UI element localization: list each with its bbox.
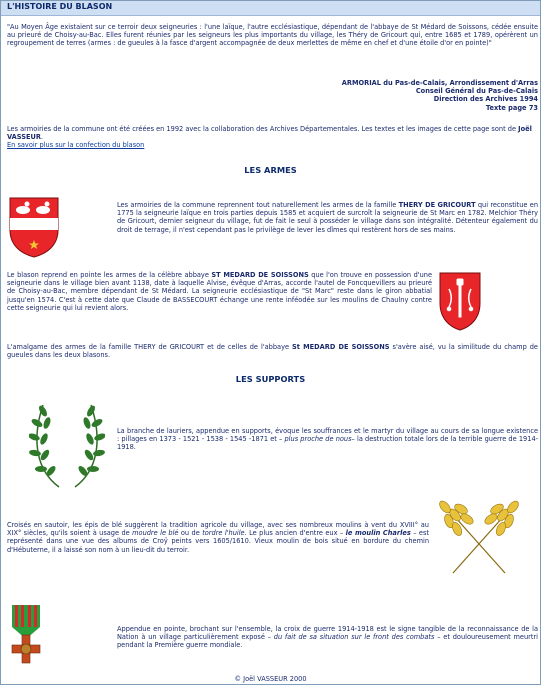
source-line-3: Direction des Archives 1994 xyxy=(433,95,538,104)
laurel-branch-icon xyxy=(29,399,105,491)
author-name: Joël VASSEUR xyxy=(7,125,532,142)
armes-paragraph-2: Le blason reprend en pointe les armes de la célèbre abbaye ST MEDARD DE SOISSONS que l'on trouve en possession d'une seigneurie dans le village bien avant 1138, date à laquelle Alvise, évêque d'Arras, accorde l'autel de Foncquevillers au prieuré de Choisy-au-Bac, membre dépendant de St Médard. La seigneurie ecclésiastique de "St Marc" reste dans le giron abbatial jusqu'en 1574. C'est à cette date que Claude de BASSECOURT échange une rente inféodée sur les moulins de Chaulny contre cette seigneurie qui lui revient alors. xyxy=(7,271,433,312)
croix-de-guerre-icon xyxy=(9,605,43,665)
st-medard-shield-icon xyxy=(438,271,482,331)
thery-shield-icon xyxy=(8,196,60,258)
armorial-quote: "Au Moyen Âge existaient sur ce terroir deux seigneuries : l'une laïque, l'autre ecclésiastique, dépendant de l'abbaye de St Médard de Soissons, cédée ensuite au prieuré de Choisy-au-Bac. Elles furent réunies par les seigneurs les plus importants du village, les Théry de Gricourt qui, entre 1685 et 1789, opérèrent un regroupement de terres (armes : de gueules à la fasce d'argent accompagnée de deux merlettes de même en chef et d'une étoile d'or en pointe)" xyxy=(7,23,538,48)
supports-paragraph-3: Appendue en pointe, brochant sur l'ensemble, la croix de guerre 1914-1918 est le signe tangible de la reconnaissance de la Nation à un village particulièrement exposé – du fait de sa situation sur le front des combats – et douloureusement meurtri pendant la Première guerre mondiale. xyxy=(117,625,538,650)
blason-info-link[interactable]: En savoir plus sur la confection du blason xyxy=(7,141,145,150)
supports-paragraph-2: Croisés en sautoir, les épis de blé suggèrent la tradition agricole du village, avec ses nombreux moulins à vent du XVIII° au XIX° siècles, qu'ils soient à usage de moudre le blé ou de tordre l'huile. Le plus ancien d'entre eux – le moulin Charles – est représenté dans une vue des albums de Croÿ peints vers 1605/1610. Vieux moulin de bois situé en bordure du chemin d'Hébuterne, il a laissé son nom à un lieu-dit du terroir. xyxy=(7,521,429,554)
source-line-4: Texte page 73 xyxy=(485,103,538,112)
source-line-1: ARMORIAL du Pas-de-Calais, Arrondissement d'Arras xyxy=(341,79,538,87)
footer-copyright: © Joël VASSEUR 2000 xyxy=(234,675,307,683)
source-line-2: Conseil Général du Pas-de-Calais xyxy=(415,87,538,96)
section-heading-armes: LES ARMES xyxy=(244,165,297,175)
intro-paragraph: Les armoiries de la commune ont été créées en 1992 avec la collaboration des Archives Départementales. Les textes et les images de cette page sont de Joël VASSEUR. En savoir plus sur la confection du blason xyxy=(7,125,532,150)
supports-paragraph-1: La branche de lauriers, appendue en supports, évoque les souffrances et le martyr du village au cours de sa longue existence : pillages en 1373 - 1521 - 1538 - 1545 -1871 et – plus proche de nous– la destruction totale lors de la terrible guerre de 1914-1918. xyxy=(117,427,539,452)
source-citation xyxy=(201,79,538,112)
armes-paragraph-3: L'amalgame des armes de la famille THERY de GRICOURT et de celles de l'abbaye St MEDARD DE SOISSONS s'avère aisé, vu la similitude du champ de gueules dans les deux blasons. xyxy=(7,343,538,360)
page-title: L'HISTOIRE DU BLASON xyxy=(7,2,113,11)
section-heading-supports: LES SUPPORTS xyxy=(235,374,306,384)
title-bar xyxy=(1,1,540,16)
wheat-ears-icon xyxy=(433,487,525,575)
armes-paragraph-1: Les armoiries de la commune reprennent tout naturellement les armes de la famille THERY DE GRICOURT qui reconstitue en 1775 la seigneurie laïque en trois parties depuis 1585 et acquiert de surcroît la seigneurie de St Marc en 1782. Melchior Théry de Gricourt, dernier seigneur du village, fut de fait le seul à posséder le village dans son intégralité. Détenteur également du droit de terrage, il n'est cependant pas le privilège de lever les dîmes qui restèrent hors de ses mains. xyxy=(117,201,539,234)
